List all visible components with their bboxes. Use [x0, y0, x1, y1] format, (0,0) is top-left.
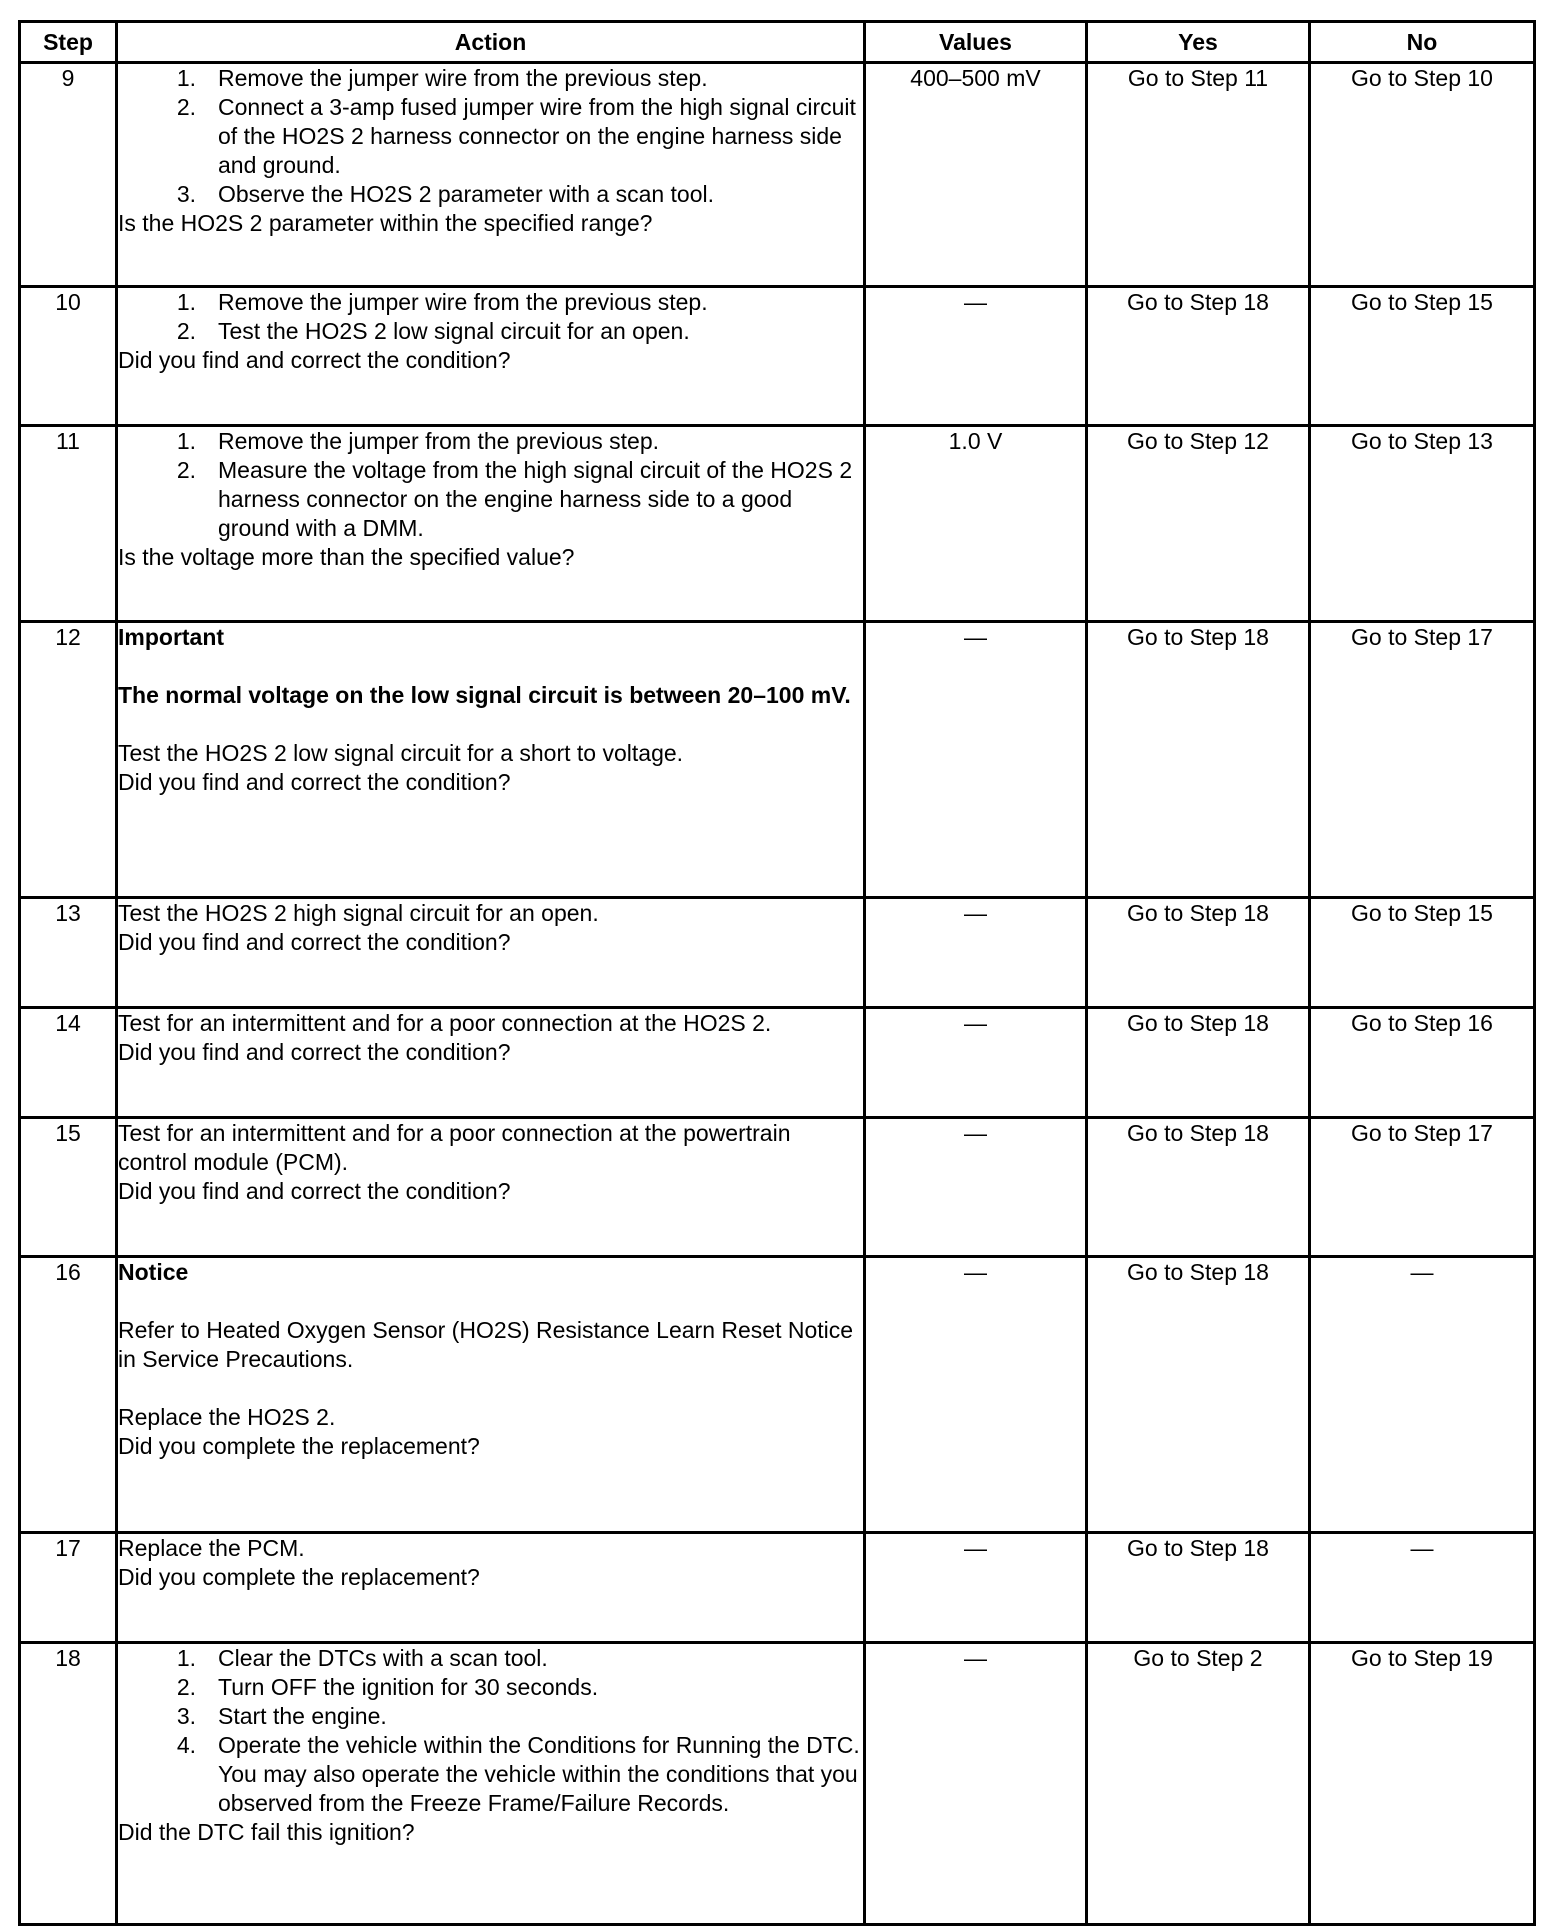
action-text: Test for an intermittent and for a poor connection at the HO2S 2. [118, 1010, 772, 1036]
value-cell: 1.0 V [865, 426, 1087, 622]
table-row [20, 898, 1535, 1008]
value-cell: 400–500 mV [865, 63, 1087, 287]
no-cell: — [1310, 1257, 1535, 1533]
value-cell: — [865, 898, 1087, 1008]
action-cell [117, 1008, 865, 1118]
value-cell: — [865, 622, 1087, 898]
no-cell: Go to Step 15 [1310, 287, 1535, 426]
list-item: 2. Connect a 3-amp fused jumper wire from the high signal circuit of the HO2S 2 harness connector on the engine harness side and ground. [176, 94, 856, 178]
action-question: Is the voltage more than the specified value? [118, 544, 575, 570]
value-cell: — [865, 287, 1087, 426]
list-item: 1. Remove the jumper from the previous step. [176, 428, 660, 454]
header-row [20, 22, 1535, 63]
action-question: Did you find and correct the condition? [118, 1178, 511, 1204]
action-cell [117, 1643, 865, 1925]
yes-cell: Go to Step 18 [1087, 1118, 1310, 1257]
action-cell [117, 287, 865, 426]
header-action: Action [117, 22, 865, 63]
value-cell: — [865, 1008, 1087, 1118]
yes-cell: Go to Step 18 [1087, 898, 1310, 1008]
step-number: 13 [20, 898, 117, 1008]
list-item: 3. Start the engine. [176, 1703, 387, 1729]
action-question: Did you complete the replacement? [118, 1564, 480, 1590]
important-note: The normal voltage on the low signal circuit is between 20–100 mV. [118, 682, 851, 708]
action-cell [117, 63, 865, 287]
action-text: Test the HO2S 2 high signal circuit for an open. [118, 900, 599, 926]
table-row [20, 1533, 1535, 1643]
action-question: Did you find and correct the condition? [118, 1039, 511, 1065]
yes-cell: Go to Step 18 [1087, 622, 1310, 898]
yes-cell: Go to Step 12 [1087, 426, 1310, 622]
action-cell [117, 898, 865, 1008]
action-question: Did you find and correct the condition? [118, 769, 511, 795]
action-cell [117, 622, 865, 898]
yes-cell: Go to Step 18 [1087, 287, 1310, 426]
value-cell: — [865, 1643, 1087, 1925]
list-item: 2. Test the HO2S 2 low signal circuit for an open. [176, 318, 690, 344]
step-number: 14 [20, 1008, 117, 1118]
table-row [20, 426, 1535, 622]
diagnostic-table [18, 20, 1536, 1926]
action-cell [117, 1257, 865, 1533]
list-item: 4. Operate the vehicle within the Conditions for Running the DTC. You may also operate the vehicle within the conditions that you observed from the Freeze Frame/Failure Records. [176, 1732, 860, 1816]
table-row [20, 1257, 1535, 1533]
header-values: Values [865, 22, 1087, 63]
list-item: 1. Clear the DTCs with a scan tool. [176, 1645, 548, 1671]
action-steps [118, 427, 863, 543]
no-cell: Go to Step 13 [1310, 426, 1535, 622]
yes-cell: Go to Step 2 [1087, 1643, 1310, 1925]
action-text: Test for an intermittent and for a poor connection at the powertrain control module (PCM). [118, 1120, 791, 1175]
table-row [20, 1008, 1535, 1118]
table-row [20, 287, 1535, 426]
list-item: 2. Measure the voltage from the high signal circuit of the HO2S 2 harness connector on the engine harness side to a good ground with a DMM. [176, 457, 853, 541]
table-row [20, 622, 1535, 898]
no-cell: Go to Step 15 [1310, 898, 1535, 1008]
step-number: 10 [20, 287, 117, 426]
action-cell [117, 1533, 865, 1643]
table-row [20, 1643, 1535, 1925]
yes-cell: Go to Step 18 [1087, 1008, 1310, 1118]
list-item: 1. Remove the jumper wire from the previous step. [176, 65, 708, 91]
step-number: 17 [20, 1533, 117, 1643]
step-number: 16 [20, 1257, 117, 1533]
action-steps [118, 288, 863, 346]
action-cell [117, 426, 865, 622]
notice-text: Refer to Heated Oxygen Sensor (HO2S) Resistance Learn Reset Notice in Service Precautions. [118, 1317, 854, 1372]
no-cell: Go to Step 16 [1310, 1008, 1535, 1118]
action-question: Did you find and correct the condition? [118, 929, 511, 955]
action-question: Did you complete the replacement? [118, 1433, 480, 1459]
no-cell: — [1310, 1533, 1535, 1643]
value-cell: — [865, 1257, 1087, 1533]
important-heading: Important [118, 624, 225, 650]
action-text: Test the HO2S 2 low signal circuit for a short to voltage. [118, 740, 684, 766]
step-number: 11 [20, 426, 117, 622]
yes-cell: Go to Step 11 [1087, 63, 1310, 287]
yes-cell: Go to Step 18 [1087, 1257, 1310, 1533]
step-number: 15 [20, 1118, 117, 1257]
action-question: Is the HO2S 2 parameter within the specified range? [118, 210, 653, 236]
list-item: 3. Observe the HO2S 2 parameter with a scan tool. [176, 181, 715, 207]
header-step: Step [20, 22, 117, 63]
no-cell: Go to Step 17 [1310, 1118, 1535, 1257]
table-row [20, 63, 1535, 287]
notice-heading: Notice [118, 1259, 189, 1285]
list-item: 2. Turn OFF the ignition for 30 seconds. [176, 1674, 599, 1700]
table-row [20, 1118, 1535, 1257]
action-text: Replace the HO2S 2. [118, 1404, 336, 1430]
no-cell: Go to Step 19 [1310, 1643, 1535, 1925]
header-yes: Yes [1087, 22, 1310, 63]
action-steps [118, 1644, 863, 1818]
header-no: No [1310, 22, 1535, 63]
action-question: Did you find and correct the condition? [118, 347, 511, 373]
value-cell: — [865, 1533, 1087, 1643]
step-number: 18 [20, 1643, 117, 1925]
action-steps [118, 64, 863, 209]
action-question: Did the DTC fail this ignition? [118, 1819, 415, 1845]
action-cell [117, 1118, 865, 1257]
list-item: 1. Remove the jumper wire from the previous step. [176, 289, 708, 315]
step-number: 9 [20, 63, 117, 287]
no-cell: Go to Step 10 [1310, 63, 1535, 287]
step-number: 12 [20, 622, 117, 898]
action-text: Replace the PCM. [118, 1535, 305, 1561]
value-cell: — [865, 1118, 1087, 1257]
yes-cell: Go to Step 18 [1087, 1533, 1310, 1643]
no-cell: Go to Step 17 [1310, 622, 1535, 898]
